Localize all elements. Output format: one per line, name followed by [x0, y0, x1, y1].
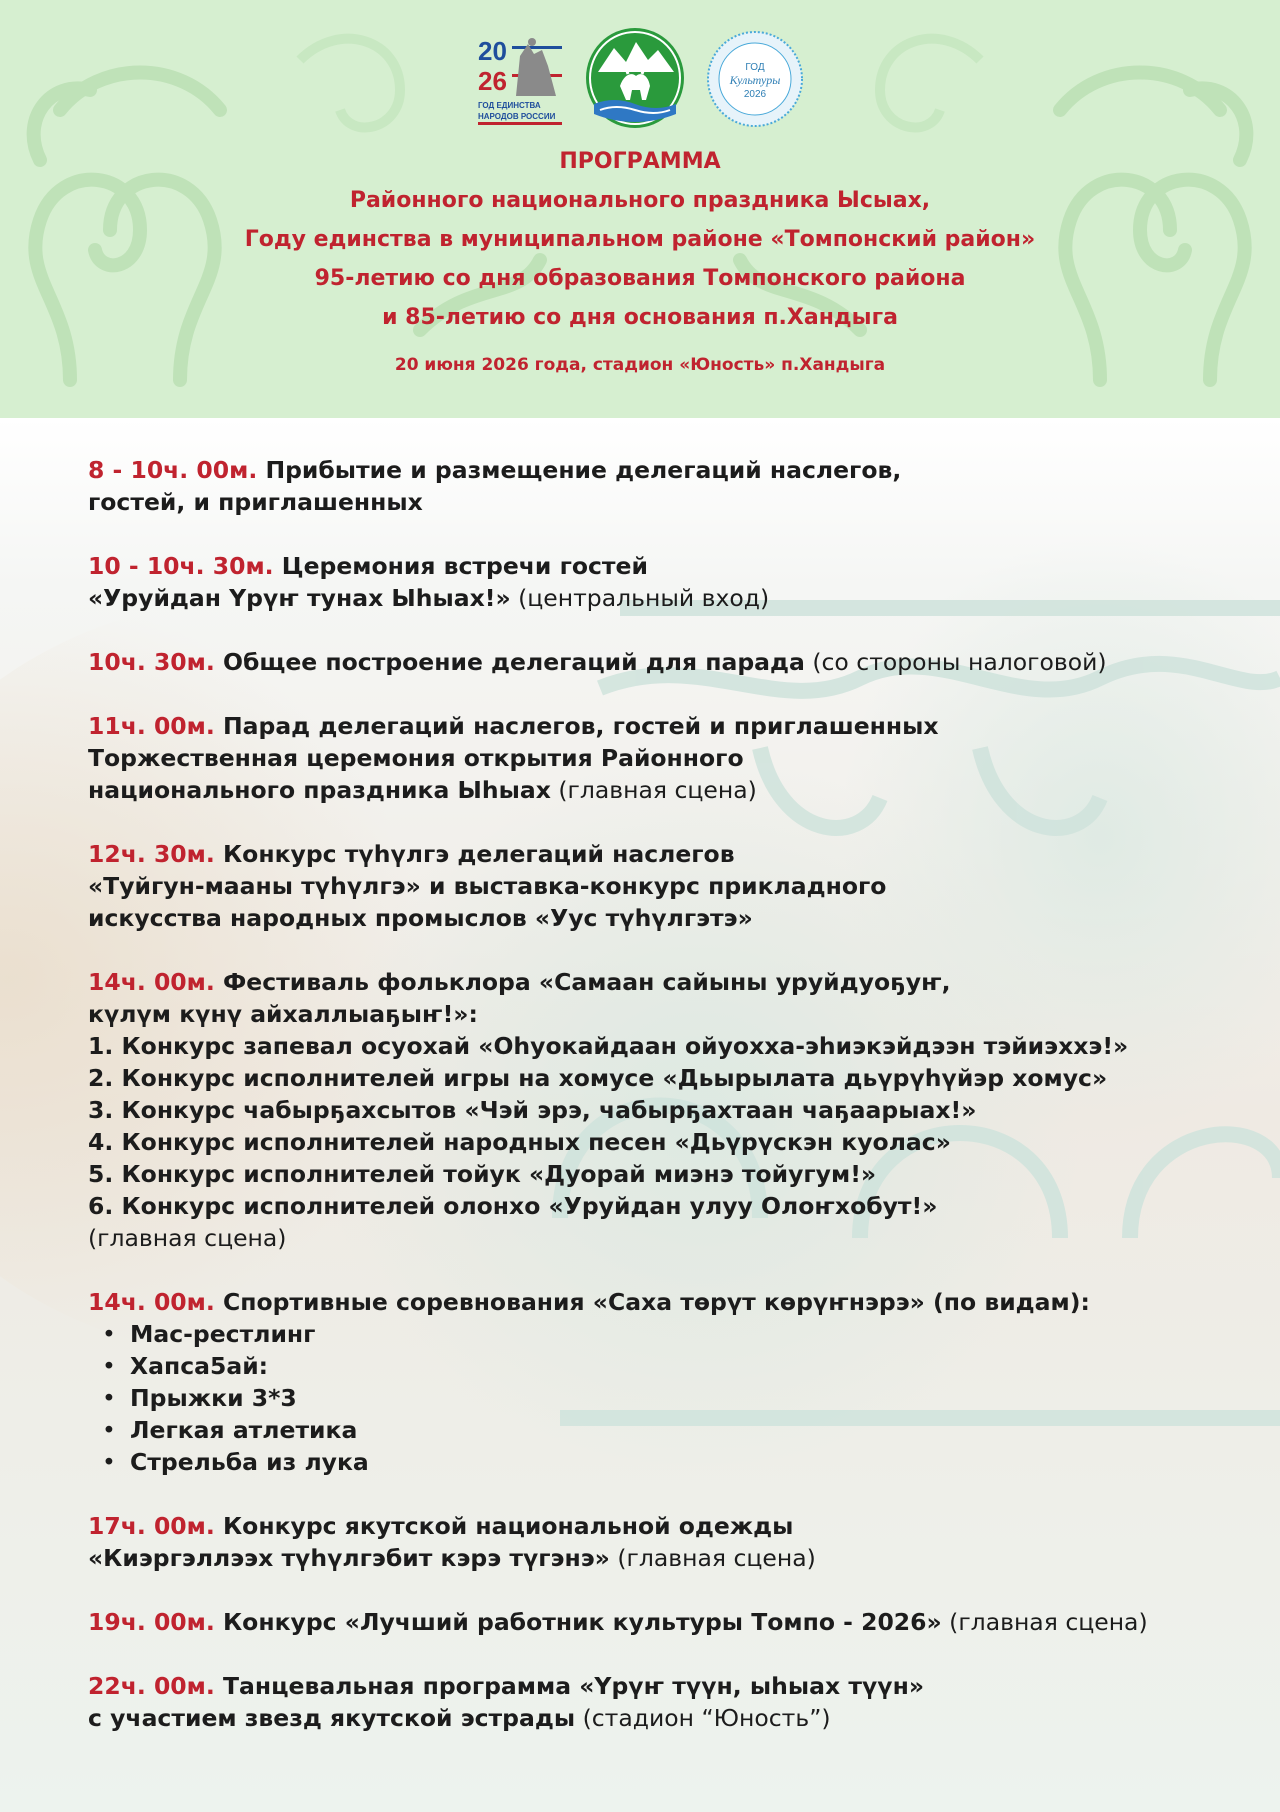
event-time: 22ч. 00м.	[88, 1672, 215, 1700]
list-item: 6. Конкурс исполнителей олонхо «Уруйдан улуу Олоҥхобут!»	[88, 1192, 938, 1220]
header-band	[0, 0, 1280, 418]
event-subtitle: с участием звезд якутской эстрады	[88, 1704, 576, 1732]
bullet-icon: •	[102, 1416, 116, 1444]
event-parade-opening	[88, 710, 1258, 806]
year-of-unity-logo	[476, 26, 566, 128]
title-line-3: Году единства в муниципальном районе «Томпонский район»	[244, 227, 1036, 252]
event-title: Спортивные соревнования «Саха төрүт көрүҥнэрэ»	[214, 1288, 925, 1316]
list-item	[88, 1382, 1258, 1414]
event-time: 19ч. 00м.	[88, 1608, 215, 1636]
event-folklore-festival	[88, 966, 1258, 1254]
event-title-cont: «Туйгун-мааны түһүлгэ» и выставка-конкурс прикладного	[88, 872, 887, 900]
event-title: Прибытие и размещение делегаций наслегов,	[257, 456, 902, 484]
list-item: 5. Конкурс исполнителей тойук «Дуорай миэнэ тойугум!»	[88, 1160, 877, 1188]
event-time: 10 - 10ч. 30м.	[88, 552, 274, 580]
date-place: 20 июня 2026 года, стадион «Юность» п.Хандыга	[394, 355, 886, 375]
district-crest-logo	[584, 26, 686, 130]
event-location: (главная сцена)	[941, 1608, 1148, 1636]
event-location: (стадион “Юность”)	[575, 1704, 831, 1732]
title-line-4: 95-летию со дня образования Томпонского района	[314, 266, 966, 291]
event-time: 14ч. 00м.	[88, 1288, 215, 1316]
year-of-culture-logo	[706, 30, 804, 128]
event-costume-contest	[88, 1510, 1258, 1574]
list-item-label: Легкая атлетика	[130, 1416, 358, 1444]
bullet-icon: •	[102, 1320, 116, 1348]
list-item: 4. Конкурс исполнителей народных песен «Дьүрүскэн куолас»	[88, 1128, 951, 1156]
event-parade-lineup	[88, 646, 1258, 678]
unity-caption-1: ГОД ЕДИНСТВА	[478, 101, 541, 110]
unity-year-top: 20	[478, 36, 507, 66]
list-item	[88, 1318, 1258, 1350]
list-item: 3. Конкурс чабырҕахсытов «Чэй эрэ, чабырҕахтаан чаҕаарыах!»	[88, 1096, 977, 1124]
list-item: 1. Конкурс запевал осуохай «Оһуокайдаан ойуохха-эһиэкэйдээн тэйиэххэ!»	[88, 1032, 1129, 1060]
sports-list	[88, 1318, 1258, 1478]
logo-row	[0, 26, 1280, 131]
bullet-icon: •	[102, 1384, 116, 1412]
event-sports	[88, 1286, 1258, 1478]
unity-caption-2: НАРОДОВ РОССИИ	[478, 112, 556, 121]
bullet-icon: •	[102, 1448, 116, 1476]
event-location: (центральный вход)	[510, 584, 770, 612]
title-block	[0, 142, 1280, 377]
list-item-label: Мас-рестлинг	[130, 1320, 316, 1348]
event-time: 14ч. 00м.	[88, 968, 215, 996]
event-tuhulge-contest	[88, 838, 1258, 934]
program-list	[88, 454, 1258, 1766]
list-item	[88, 1350, 1258, 1382]
culture-line-2: Культуры	[729, 73, 781, 87]
event-time: 10ч. 30м.	[88, 648, 215, 676]
list-item-label: Хапса5ай:	[130, 1352, 269, 1380]
event-dance-program	[88, 1670, 1258, 1734]
title-line-2: Районного национального праздника Ысыах,	[349, 188, 931, 213]
event-title: Конкурс түһүлгэ делегаций наслегов	[214, 840, 735, 868]
event-location: (главная сцена)	[609, 1544, 816, 1572]
event-culture-worker-contest	[88, 1606, 1258, 1638]
culture-line-1: ГОД	[745, 62, 765, 73]
event-title: Парад делегаций наслегов, гостей и приглашенных	[214, 712, 939, 740]
event-title-cont: гостей, и приглашенных	[88, 488, 423, 516]
event-time: 8 - 10ч. 00м.	[88, 456, 258, 484]
unity-year-bottom: 26	[478, 66, 507, 96]
list-item	[88, 1414, 1258, 1446]
event-title: Конкурс «Лучший работник культуры Томпо - 2026»	[214, 1608, 942, 1636]
event-location: (главная сцена)	[88, 1224, 287, 1252]
title-line-1: ПРОГРАММА	[559, 149, 721, 174]
event-title: Фестиваль фольклора «Самаан сайыны уруйдуоҕуҥ,	[214, 968, 951, 996]
event-title-cont: искусства народных промыслов «Уус түһүлгэтэ»	[88, 904, 753, 932]
event-title: Конкурс якутской национальной одежды	[214, 1512, 794, 1540]
event-location: (со стороны налоговой)	[804, 648, 1107, 676]
list-item-label: Прыжки 3*3	[130, 1384, 297, 1412]
event-time: 12ч. 30м.	[88, 840, 215, 868]
event-note: (по видам):	[924, 1288, 1090, 1316]
event-time: 17ч. 00м.	[88, 1512, 215, 1540]
title-line-5: и 85-летию со дня основания п.Хандыга	[382, 305, 898, 330]
event-title: Общее построение делегаций для парада	[214, 648, 805, 676]
event-subtitle: «Киэргэллээх түһүлгэбит кэрэ түгэнэ»	[88, 1544, 610, 1572]
event-location: (главная сцена)	[550, 776, 757, 804]
list-item	[88, 1446, 1258, 1478]
event-arrival	[88, 454, 1258, 518]
culture-line-3: 2026	[743, 89, 767, 100]
list-item: 2. Конкурс исполнителей игры на хомусе «Дьырылата дьүрүһүйэр хомус»	[88, 1064, 1108, 1092]
event-time: 11ч. 00м.	[88, 712, 215, 740]
event-welcome-ceremony	[88, 550, 1258, 614]
event-title-cont: национального праздника Ыһыах	[88, 776, 551, 804]
list-item-label: Стрельба из лука	[130, 1448, 369, 1476]
bullet-icon: •	[102, 1352, 116, 1380]
event-title-cont: күлүм күнү айхаллыаҕыҥ!»:	[88, 1000, 478, 1028]
event-title: Танцевальная программа «Үрүҥ түүн, ыһыах түүн»	[214, 1672, 925, 1700]
event-subtitle: «Уруйдан Үрүҥ тунах Ыһыах!»	[88, 584, 511, 612]
event-title: Церемония встречи гостей	[273, 552, 648, 580]
event-title-cont: Торжественная церемония открытия Районного	[88, 744, 744, 772]
